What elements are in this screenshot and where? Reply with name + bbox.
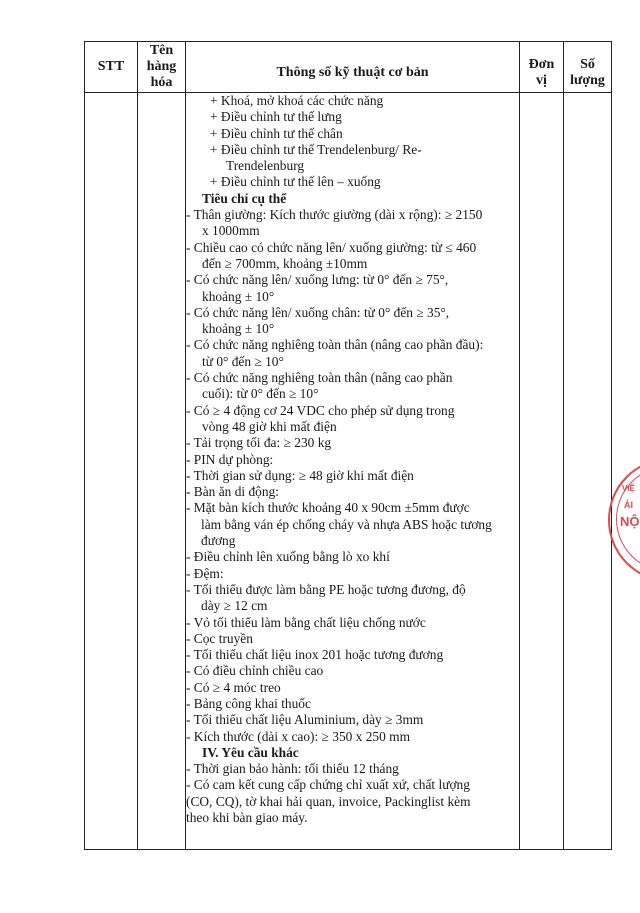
spec-line: khoảng ± 10°: [202, 288, 275, 304]
spec-line: (CO, CQ), tờ khai hải quan, invoice, Packinglist kèm: [186, 793, 471, 809]
section-heading: IV. Yêu cầu khác: [202, 744, 299, 760]
red-seal-stamp: [600, 452, 640, 602]
cell-specifications: [186, 93, 520, 850]
spec-line: theo khi bàn giao máy.: [186, 810, 308, 826]
header-so-luong: Số lượng: [564, 42, 612, 93]
spec-line: + Điều chỉnh tư thế Trendelenburg/ Re-: [210, 141, 422, 157]
header-thong-so: Thông số kỹ thuật cơ bản: [186, 42, 520, 93]
spec-line: - Tối thiểu được làm bằng PE hoặc tương đương, độ: [186, 581, 466, 597]
spec-line: + Điều chỉnh tư thế lên – xuống: [210, 174, 381, 190]
spec-line: + Khoá, mở khoá các chức năng: [210, 93, 384, 108]
table-row: [85, 93, 612, 850]
spec-line: - Thời gian sử dụng: ≥ 48 giờ khi mất điện: [186, 467, 414, 483]
cell-ten-hang-hoa: [138, 93, 186, 850]
header-ten-hang-hoa: Tên hàng hóa: [138, 42, 186, 93]
cell-don-vi: [520, 93, 564, 850]
spec-line: làm bằng ván ép chống cháy và nhựa ABS hoặc tương: [201, 516, 492, 532]
spec-line: - Tối thiểu chất liệu Aluminium, dày ≥ 3mm: [186, 712, 424, 728]
spec-line: dày ≥ 12 cm: [201, 598, 268, 614]
spec-line: + Điều chỉnh tư thế chân: [210, 125, 343, 141]
spec-line: + Điều chỉnh tư thế lưng: [210, 109, 342, 125]
spec-line: - Có chức năng nghiêng toàn thân (nâng cao phần: [186, 370, 453, 386]
header-don-vi: Đơn vị: [520, 42, 564, 93]
spec-line: - Vỏ tối thiểu làm bằng chất liệu chống nước: [186, 614, 426, 630]
stamp-text-1: VIỆ: [622, 484, 635, 493]
spec-line: - PIN dự phòng:: [186, 451, 274, 467]
spec-line: vòng 48 giờ khi mất điện: [202, 418, 337, 434]
spec-line: - Đệm:: [186, 565, 224, 581]
spec-line: - Bảng công khai thuốc: [186, 695, 311, 711]
spec-line: - Tải trọng tối đa: ≥ 230 kg: [186, 435, 332, 451]
header-stt: STT: [85, 42, 138, 93]
spec-line: - Có cam kết cung cấp chứng chỉ xuất xứ, chất lượng: [186, 777, 470, 793]
spec-line: - Bàn ăn di động:: [186, 484, 279, 500]
spec-line: cuối): từ 0° đến ≥ 10°: [202, 386, 319, 402]
spec-line: - Có ≥ 4 động cơ 24 VDC cho phép sử dụng trong: [186, 402, 455, 418]
section-heading: Tiêu chí cụ thể: [202, 190, 287, 206]
stamp-text-2: ẢI: [624, 500, 633, 510]
spec-line: - Có chức năng nghiêng toàn thân (nâng cao phần đầu):: [186, 337, 484, 353]
spec-line: - Thân giường: Kích thước giường (dài x rộng): ≥ 2150: [186, 207, 483, 223]
spec-line: từ 0° đến ≥ 10°: [202, 353, 284, 369]
spec-line: đến ≥ 700mm, khoảng ±10mm: [202, 255, 368, 271]
spec-line: khoảng ± 10°: [202, 321, 275, 337]
spec-line: - Mặt bàn kích thước khoảng 40 x 90cm ±5mm được: [186, 500, 470, 516]
spec-line: - Có chức năng lên/ xuống chân: từ 0° đến ≥ 35°,: [186, 304, 450, 320]
spec-line: - Điều chỉnh lên xuống bằng lò xo khí: [186, 549, 390, 565]
spec-table: [84, 41, 612, 850]
spec-line: - Chiều cao có chức năng lên/ xuống giường: từ ≤ 460: [186, 239, 477, 255]
spec-line: - Kích thước (dài x cao): ≥ 350 x 250 mm: [186, 728, 410, 744]
spec-line: - Có ≥ 4 móc treo: [186, 679, 281, 695]
cell-stt: [85, 93, 138, 850]
stamp-text-3: NỘ: [620, 514, 640, 529]
table-header-row: [85, 42, 612, 93]
spec-line: - Tối thiểu chất liệu inox 201 hoặc tương đương: [186, 647, 444, 663]
spec-line: x 1000mm: [202, 223, 260, 239]
spec-line: - Thời gian bảo hành: tối thiểu 12 tháng: [186, 761, 399, 777]
spec-line: đương: [201, 533, 236, 549]
spec-line: - Có điều chỉnh chiều cao: [186, 663, 324, 679]
spec-line: - Có chức năng lên/ xuống lưng: từ 0° đến ≥ 75°,: [186, 272, 449, 288]
spec-line: - Cọc truyền: [186, 630, 253, 646]
spec-line: Trendelenburg: [226, 158, 305, 174]
